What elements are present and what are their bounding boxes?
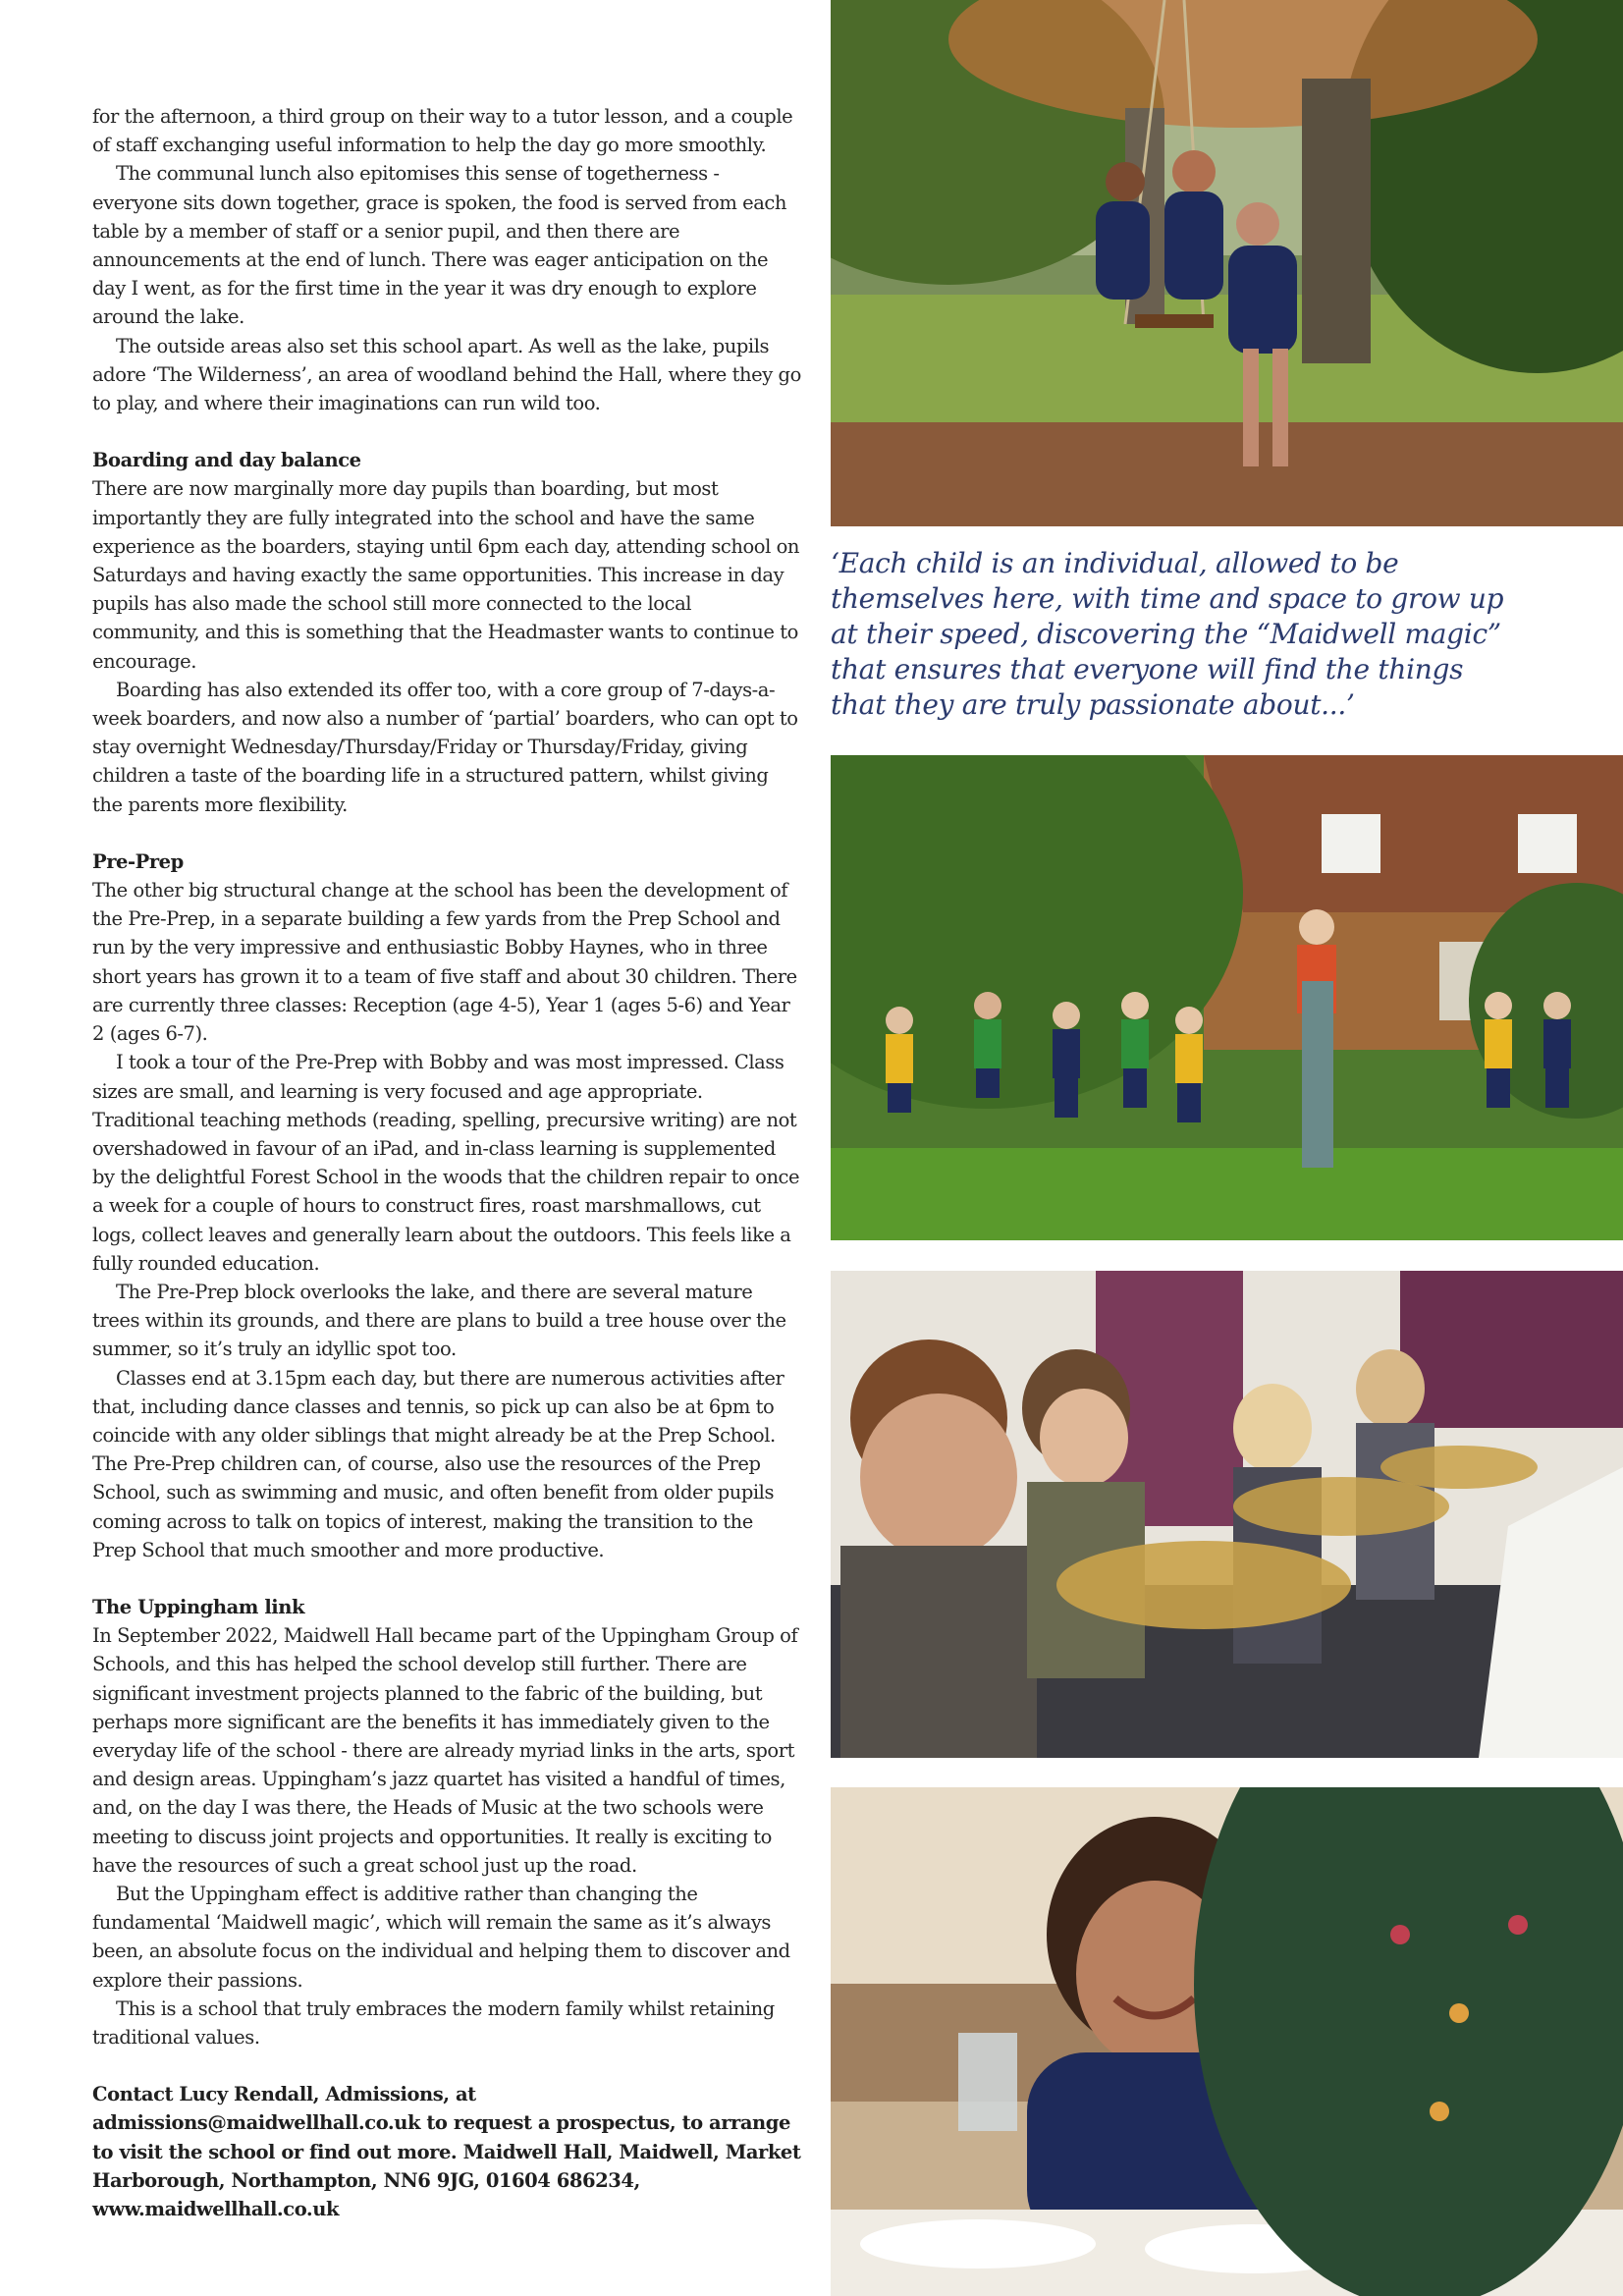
boarding-paragraph-2: Boarding has also extended its offer too, with a core group of 7-days-a-week boarders, and now also a number of ‘partial’ boarders, who can opt to stay overnight Wednesday/Thursday/Friday or Thursday/Friday, giving children a taste of the boarding life in a structured pattern, whilst giving the parents more flexibility. xyxy=(92,678,798,816)
preprep-paragraph-2: I took a tour of the Pre-Prep with Bobby and was most impressed. Class sizes are small, and learning is very focused and age appropriate. Traditional teaching methods (reading, spelling, precursive writing) are not overshadowed in favour of an iPad, and in-class learning is supplemented by the delightful Forest School in the woods that the children repair to once a week for a couple of hours to construct fires, roast marshmallows, cut logs, collect leaves and generally learn about the outdoors. This feels like a fully rounded education. xyxy=(92,1051,800,1275)
intro-paragraph-3: The outside areas also set this school apart. As well as the lake, pupils adore ‘The Wilderness’, an area of woodland behind the Hall, where they go to play, and where their imaginations can run wild too. xyxy=(92,334,801,415)
lunch-illustration xyxy=(831,1787,1623,2296)
preprep-paragraph-1: The other big structural change at the school has been the development of the Pre-Prep, in a separate building a few yards from the Prep School and run by the very impressive and enthusiastic Bobby Haynes, who in three short years has grown it to a team of five staff and about 30 children. There are currently three classes: Reception (age 4-5), Year 1 (ages 5-6) and Year 2 (ages 6-7). xyxy=(92,879,797,1046)
article-column xyxy=(92,102,801,2223)
intro-paragraph-1: for the afternoon, a third group on their way to a tutor lesson, and a couple of staff exchanging useful information to help the day go more smoothly. xyxy=(92,105,793,157)
contact-block: Contact Lucy Rendall, Admissions, at admissions@maidwellhall.co.uk to request a prospectus, to arrange to visit the school or find out more. Maidwell Hall, Maidwell, Market Harborough, Northampton, NN6 9JG, 01604 686234, www.maidwellhall.co.uk xyxy=(92,2083,801,2221)
pull-quote: ‘Each child is an individual, allowed to be themselves here, with time and space to grow up at their speed, discovering the “Maidwell magic” that ensures that everyone will find the things that they are truly passionate about...’ xyxy=(831,547,1504,721)
photo-preprep-running xyxy=(831,755,1623,1240)
uppingham-paragraph-1: In September 2022, Maidwell Hall became part of the Uppingham Group of Schools, and this has helped the school develop still further. There are significant investment projects planned to the fabric of the building, but perhaps more significant are the benefits it has immediately given to the everyday life of the school - there are already myriad links in the arts, sport and design areas. Uppingham’s jazz quartet has visited a handful of times, and, on the day I was there, the Heads of Music at the two schools were meeting to discuss joint projects and opportunities. It really is exciting to have the resources of such a great school just up the road. xyxy=(92,1624,798,1877)
boarding-paragraph-1: There are now marginally more day pupils than boarding, but most importantly they are fully integrated into the school and have the same experience as the boarders, staying until 6pm each day, attending school on Saturdays and having exactly the same opportunities. This increase in day pupils has also made the school still more connected to the local community, and this is something that the Headmaster wants to continue to encourage. xyxy=(92,477,800,673)
preprep-paragraph-4: Classes end at 3.15pm each day, but there are numerous activities after that, including dance classes and tennis, so pick up can also be at 6pm to coincide with any older siblings that might already be at the Prep School. The Pre-Prep children can, of course, also use the resources of the Prep School, such as swimming and music, and often benefit from older pupils coming across to talk on topics of interest, making the transition to the Prep School that much smoother and more productive. xyxy=(92,1366,784,1561)
uppingham-paragraph-2: But the Uppingham effect is additive rather than changing the fundamental ‘Maidwell magic’, which will remain the same as it’s always been, an absolute focus on the individual and helping them to discover and explore their passions. xyxy=(92,1882,790,1992)
boarding-heading: Boarding and day balance xyxy=(92,449,361,472)
intro-paragraph-2: The communal lunch also epitomises this sense of togetherness - everyone sits down together, grace is spoken, the food is served from each table by a member of staff or a senior pupil, and then there are announcements at the end of lunch. There was eager anticipation on the day I went, as for the first time in the year it was dry enough to explore around the lake. xyxy=(92,162,786,329)
uppingham-heading: The Uppingham link xyxy=(92,1595,305,1618)
photo-lunch-child xyxy=(831,1787,1623,2296)
preprep-heading: Pre-Prep xyxy=(92,849,184,873)
preprep-illustration xyxy=(831,755,1623,1240)
preprep-paragraph-3: The Pre-Prep block overlooks the lake, and there are several mature trees within its grounds, and there are plans to build a tree house over the summer, so it’s truly an idyllic spot too. xyxy=(92,1280,786,1361)
uppingham-paragraph-3: This is a school that truly embraces the modern family whilst retaining traditional values. xyxy=(92,1996,775,2049)
photo-brass-band xyxy=(831,1271,1623,1758)
swing-illustration xyxy=(831,0,1623,526)
photo-swing-woodland xyxy=(831,0,1623,526)
brass-illustration xyxy=(831,1271,1623,1758)
